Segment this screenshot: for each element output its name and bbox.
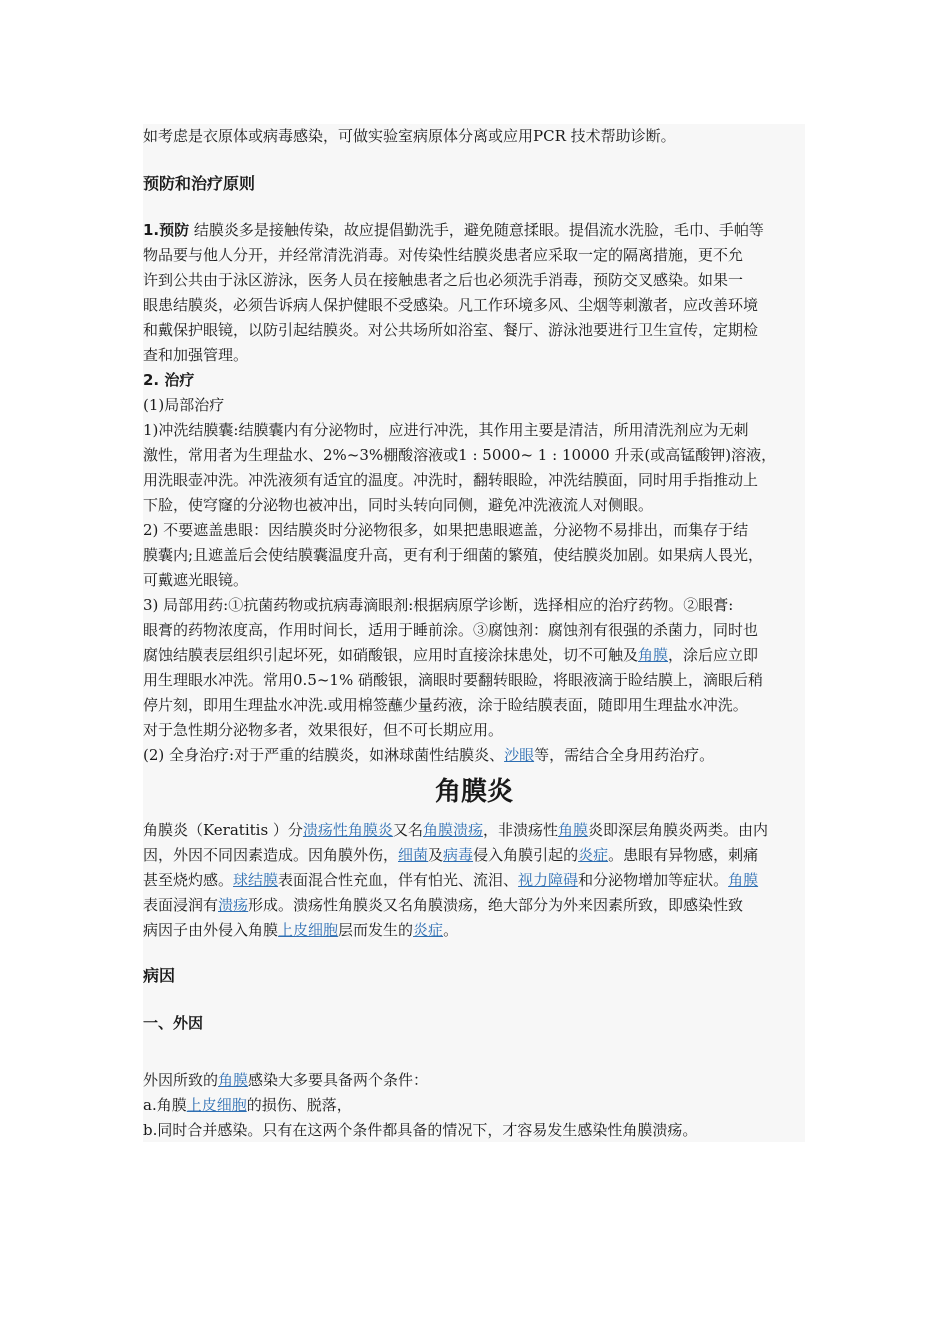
text-span: b.同时合并感染。只有在这两个条件都具备的情况下，才容易发生感染性角膜溃疡。 — [143, 1121, 698, 1139]
treatment-line: 可戴遮光眼镜。 — [143, 571, 249, 589]
section-heading-prevention-treatment: 预防和治疗原则 — [143, 174, 256, 193]
treatment-line: 用洗眼壶冲洗。冲洗液须有适宜的温度。冲洗时，翻转眼睑，冲洗结膜面，同时用手指推动上 — [143, 471, 759, 489]
prevention-line: 和戴保护眼镜，以防引起结膜炎。对公共场所如浴室、餐厅、游泳池要进行卫生宣传，定期检 — [143, 321, 759, 339]
paragraph-line — [143, 870, 758, 890]
paragraph-line — [143, 820, 768, 840]
text-span: 炎即深层角膜炎两类。由内 — [588, 821, 769, 839]
term-link[interactable]: 炎症 — [413, 921, 444, 939]
treatment-line: 3) 局部用药:①抗菌药物或抗病毒滴眼剂:根据病原学诊断，选择相应的治疗药物。②眼膏: — [143, 596, 734, 614]
term-link[interactable]: 上皮细胞 — [186, 1096, 247, 1114]
text-span: 角膜炎（Keratitis ）分 — [143, 821, 303, 839]
text-span: 又名 — [392, 821, 423, 839]
treatment-line: 用生理眼水冲洗。常用0.5~1% 硝酸银，滴眼时要翻转眼睑，将眼液滴于睑结膜上，滴眼后稍 — [143, 671, 763, 689]
paragraph-line — [143, 895, 743, 915]
text-span: 腐蚀结膜表层组织引起坏死，如硝酸银，应用时直接涂抹患处，切不可触及 — [143, 646, 639, 664]
prevention-lead: 1.预防 — [143, 221, 190, 239]
term-link[interactable]: 角膜溃疡 — [422, 821, 483, 839]
text-span: ，非溃疡性 — [482, 821, 558, 839]
text-span: 表面混合性充血，伴有怕光、流泪、 — [278, 871, 519, 889]
paragraph-line — [143, 845, 758, 865]
text-span: 表面浸润有 — [143, 896, 219, 914]
text-span: 外因所致的 — [143, 1071, 219, 1089]
paragraph-line — [143, 1095, 352, 1115]
text-span: (2) 全身治疗:对于严重的结膜炎，如淋球菌性结膜炎、 — [143, 746, 505, 764]
treatment-line: 下脸，使穹窿的分泌物也被冲出，同时头转向同侧，避免冲洗液流人对侧眼。 — [143, 496, 654, 514]
treatment-line: 1)冲洗结膜囊:结膜囊内有分泌物时，应进行冲洗，其作用主要是清洁，所用清洗剂应为无刺 — [143, 421, 749, 439]
treatment-line: 2) 不要遮盖患眼：因结膜炎时分泌物很多，如果把患眼遮盖，分泌物不易排出，而集存于结 — [143, 521, 749, 539]
term-link[interactable]: 溃疡 — [218, 896, 249, 914]
text-span: 和分泌物增加等症状。 — [578, 871, 729, 889]
prevention-line: 眼患结膜炎，必须告诉病人保护健眼不受感染。凡工作环境多风、尘烟等刺激者，应改善环境 — [143, 296, 759, 314]
text-span: 甚至烧灼感。 — [143, 871, 234, 889]
treatment-line: 停片刻，即用生理盐水冲洗.或用棉签蘸少量药液，涂于睑结膜表面，随即用生理盐水冲洗。 — [143, 696, 748, 714]
term-link[interactable]: 上皮细胞 — [278, 921, 339, 939]
link-cornea[interactable]: 角膜 — [638, 646, 669, 664]
prevention-line: 物品要与他人分开，并经常清洗消毒。对传染性结膜炎患者应采取一定的隔离措施，更不允 — [143, 246, 744, 264]
term-link[interactable]: 细菌 — [398, 846, 429, 864]
text-span: 感染大多要具备两个条件： — [248, 1071, 429, 1089]
term-link[interactable]: 视力障碍 — [518, 871, 579, 889]
systemic-treatment-line — [143, 745, 714, 765]
text-span: 侵入角膜引起的 — [473, 846, 579, 864]
term-link[interactable]: 球结膜 — [233, 871, 279, 889]
keratitis-title: 角膜炎 — [434, 777, 513, 807]
prevention-line — [143, 220, 764, 240]
paragraph-line — [143, 1120, 697, 1140]
text-span: 因，外因不同因素造成。因角膜外伤， — [143, 846, 399, 864]
text-span: 及 — [428, 846, 444, 864]
term-link[interactable]: 角膜 — [557, 821, 588, 839]
text-span: 等，需结合全身用药治疗。 — [534, 746, 715, 764]
prevention-line: 许到公共由于泳区游泳，医务人员在接触患者之后也必须洗手消毒，预防交叉感染。如果一 — [143, 271, 744, 289]
term-link[interactable]: 角膜 — [218, 1071, 249, 1089]
paragraph-line — [143, 1070, 428, 1090]
treatment-line — [143, 645, 758, 665]
term-link[interactable]: 角膜 — [728, 871, 759, 889]
prevention-text: 结膜炎多是接触传染，故应提倡勤洗手，避免随意揉眼。提倡流水洗脸，毛巾、手帕等 — [189, 221, 764, 239]
prevention-line: 查和加强管理。 — [143, 346, 249, 364]
term-link[interactable]: 炎症 — [578, 846, 609, 864]
treatment-line: 膜囊内;且遮盖后会使结膜囊温度升高，更有利于细菌的繁殖，使结膜炎加剧。如果病人畏光， — [143, 546, 764, 564]
document-body — [143, 124, 805, 1142]
text-span: 。 — [443, 921, 459, 939]
treatment-line: 对于急性期分泌物多者，效果很好，但不可长期应用。 — [143, 721, 504, 739]
text-span: 的损伤、脱落， — [246, 1096, 352, 1114]
text-span: ，涂后应立即 — [668, 646, 759, 664]
link-trachoma[interactable]: 沙眼 — [504, 746, 535, 764]
treatment-line: 激性，常用者为生理盐水、2%~3%棚酸溶液或1 : 5000~ 1 : 10000 升汞(或高锰酸钾)溶液， — [143, 446, 777, 464]
text-span: 。患眼有异物感，刺痛 — [608, 846, 759, 864]
text-span: a.角膜 — [143, 1096, 187, 1114]
text-span: 层而发生的 — [338, 921, 414, 939]
term-link[interactable]: 溃疡性角膜炎 — [302, 821, 393, 839]
text-span: 病因子由外侵入角膜 — [143, 921, 279, 939]
external-cause-heading: 一、外因 — [143, 1014, 204, 1032]
treatment-line: 眼膏的药物浓度高，作用时间长，适用于睡前涂。③腐蚀剂：腐蚀剂有很强的杀菌力，同时也 — [143, 621, 759, 639]
intro-paragraph: 如考虑是衣原体或病毒感染，可做实验室病原体分离或应用PCR 技术帮助诊断。 — [143, 127, 676, 145]
local-treatment-label: (1)局部治疗 — [143, 396, 225, 414]
text-span: 形成。溃疡性角膜炎又名角膜溃疡，绝大部分为外来因素所致，即感染性致 — [248, 896, 744, 914]
etiology-heading: 病因 — [143, 966, 176, 985]
paragraph-line — [143, 920, 458, 940]
treatment-heading: 2. 治疗 — [143, 371, 195, 389]
term-link[interactable]: 病毒 — [443, 846, 474, 864]
